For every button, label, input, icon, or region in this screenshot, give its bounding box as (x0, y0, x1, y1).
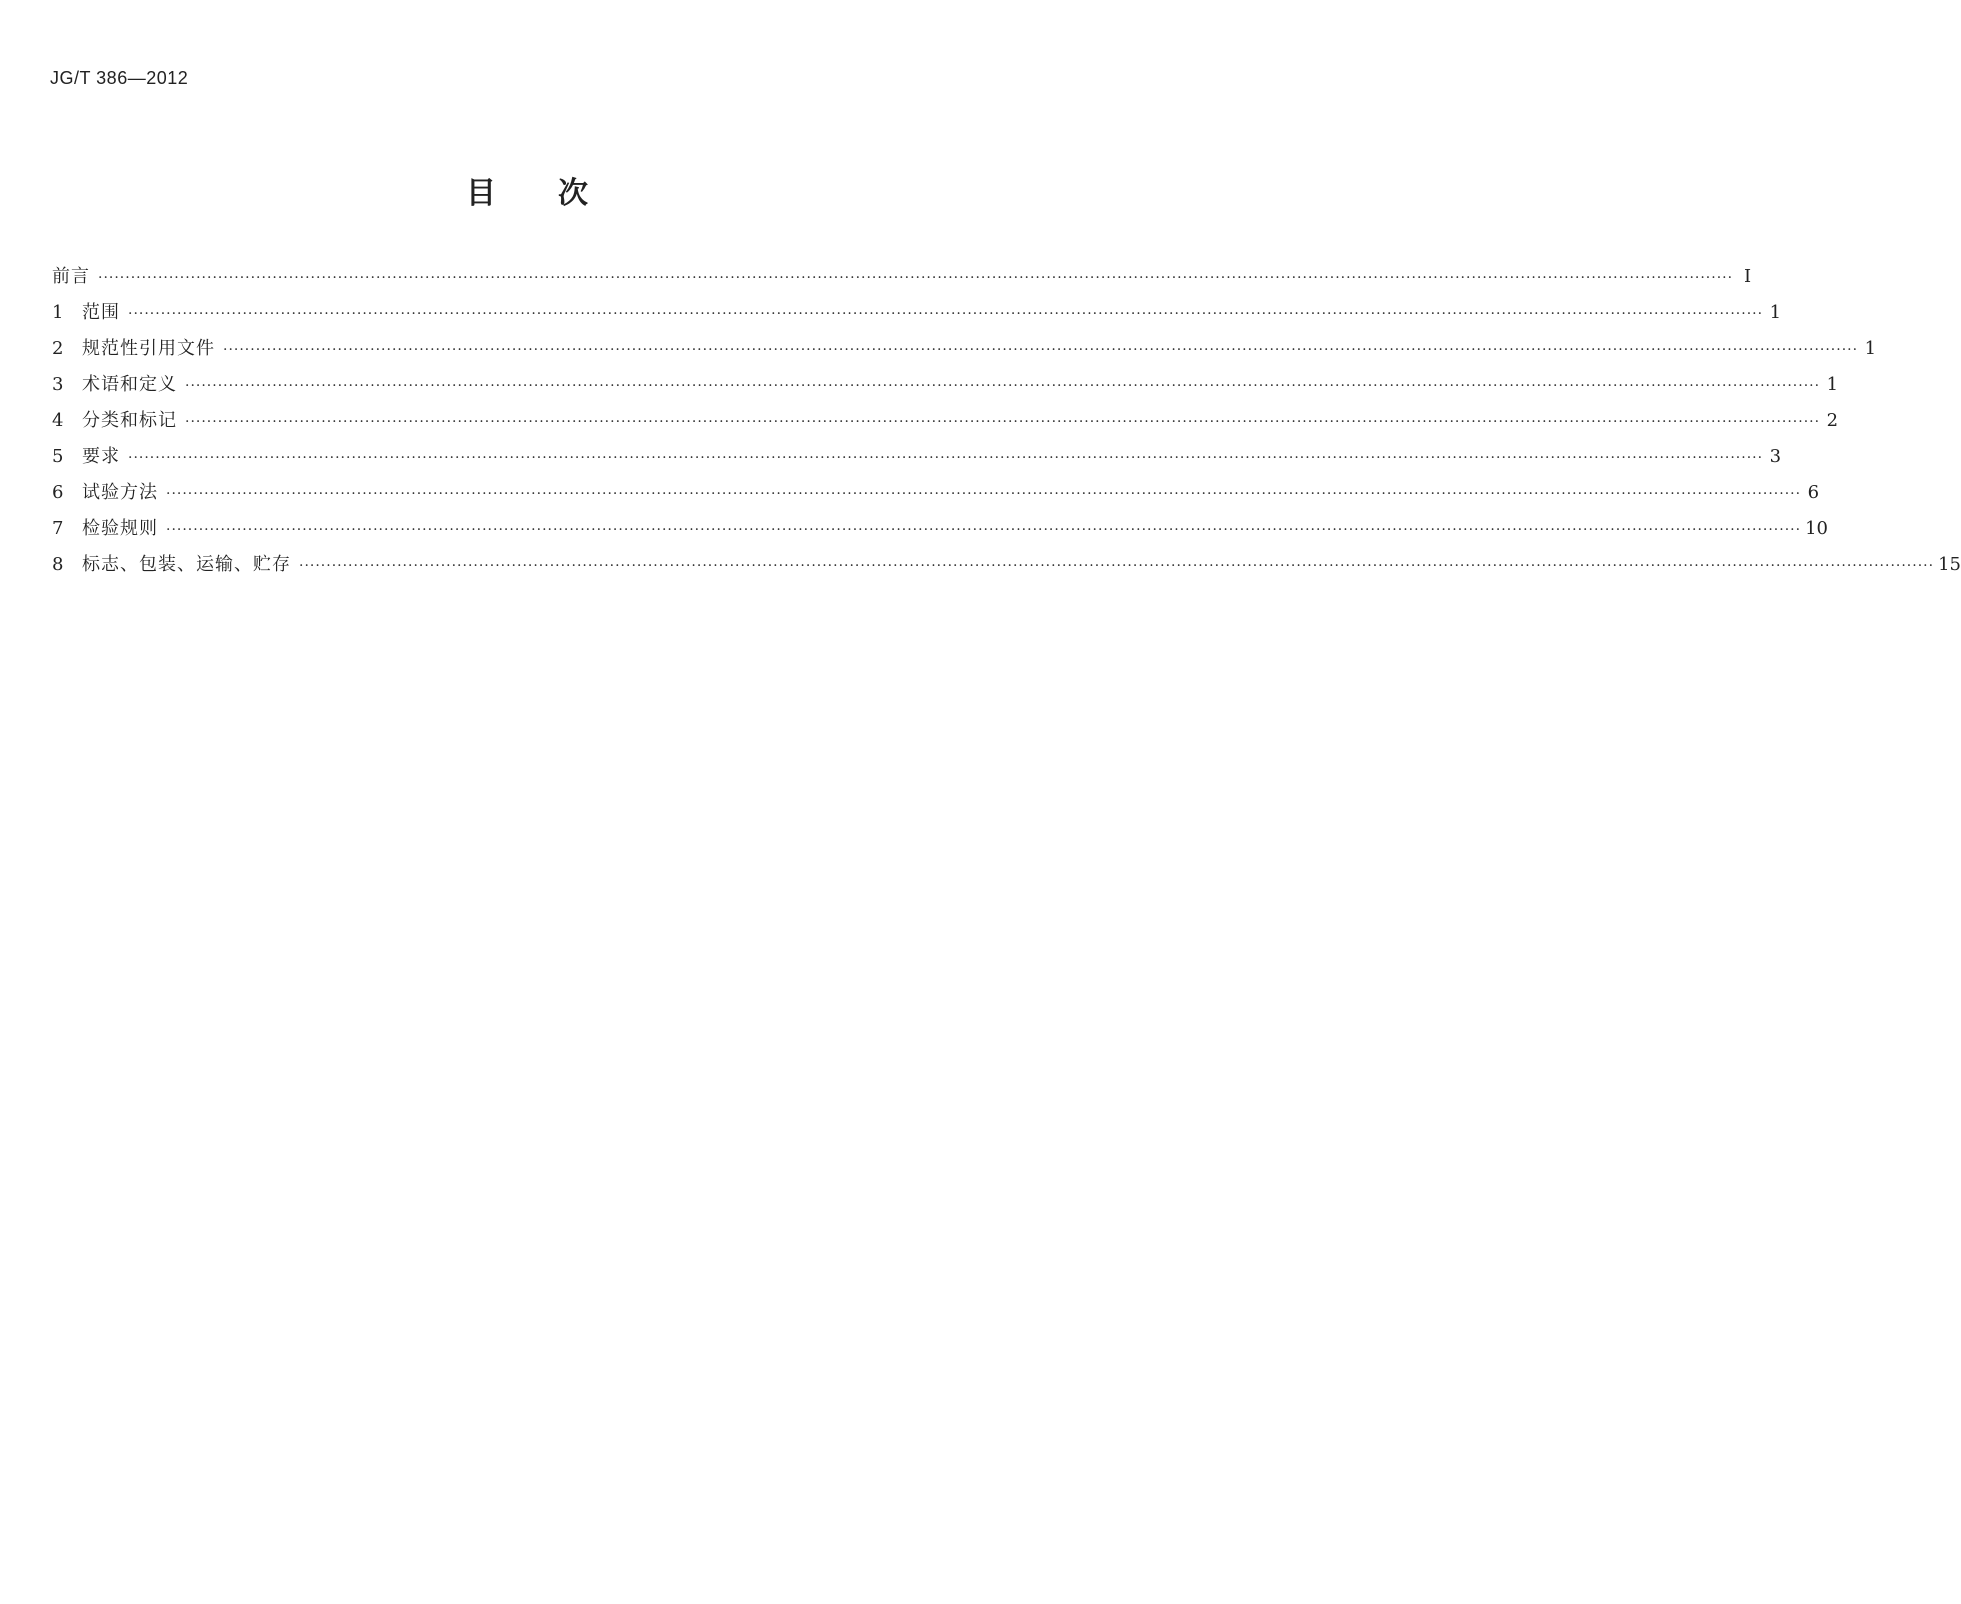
toc-entry-4[interactable] (52, 406, 1839, 442)
toc-title-char-1: 目 (466, 176, 496, 211)
toc-entry-number: 8 (52, 554, 64, 575)
toc-leader-dots: ············································································································································································································································································································ (299, 558, 1935, 574)
toc-leader-dots: ············································································································································································································································································································ (128, 306, 1764, 322)
toc-entry-label: 术语和定义 (82, 374, 177, 395)
toc-entry-5[interactable] (52, 442, 1782, 478)
toc-entry-page: 15 (1938, 554, 1961, 575)
toc-entry-label: 标志、包装、运输、贮存 (82, 554, 291, 575)
toc-entry-label: 前言 (52, 266, 90, 287)
toc-leader-dots: ············································································································································································································································································································ (98, 270, 1734, 286)
toc-entry-2[interactable] (52, 334, 1877, 370)
toc-entry-8[interactable] (52, 550, 1961, 586)
toc-entry-page: I (1743, 266, 1752, 287)
toc-leader-dots: ············································································································································································································································································································ (166, 522, 1802, 538)
toc-entry-number: 6 (52, 482, 64, 503)
toc-entry-number: 2 (52, 338, 64, 359)
toc-entry-page: 1 (1864, 338, 1877, 359)
toc-entry-3[interactable] (52, 370, 1839, 406)
toc-entry-page: 1 (1826, 374, 1839, 395)
toc-entry-7[interactable] (52, 514, 1828, 550)
toc-entry-foreword[interactable] (52, 262, 1752, 298)
toc-entry-label: 规范性引用文件 (82, 338, 215, 359)
toc-entry-number: 4 (52, 410, 64, 431)
toc-entry-6[interactable] (52, 478, 1820, 514)
toc-leader-dots: ············································································································································································································································································································ (185, 378, 1821, 394)
toc-title-char-2: 次 (558, 176, 588, 211)
toc-entry-label: 范围 (82, 302, 120, 323)
toc-leader-dots: ············································································································································································································································································································ (166, 486, 1802, 502)
toc-leader-dots: ············································································································································································································································································································ (223, 342, 1859, 358)
toc-title (0, 168, 1054, 212)
toc-entry-page: 1 (1769, 302, 1782, 323)
toc-entry-number: 7 (52, 518, 64, 539)
toc-entry-page: 3 (1769, 446, 1782, 467)
toc-entry-number: 3 (52, 374, 64, 395)
toc-entry-page: 6 (1807, 482, 1820, 503)
toc-entry-page: 10 (1805, 518, 1828, 539)
toc-entry-page: 2 (1826, 410, 1839, 431)
toc-entry-label: 试验方法 (82, 482, 158, 503)
toc-leader-dots: ············································································································································································································································································································ (128, 450, 1764, 466)
toc-leader-dots: ············································································································································································································································································································ (185, 414, 1821, 430)
toc-entry-number: 1 (52, 302, 64, 323)
toc-entry-label: 检验规则 (82, 518, 158, 539)
document-code: JG/T 386—2012 (50, 68, 189, 88)
toc-entry-number: 5 (52, 446, 64, 467)
toc-entry-label: 分类和标记 (82, 410, 177, 431)
toc-list (52, 262, 1961, 586)
toc-entry-label: 要求 (82, 446, 120, 467)
toc-entry-1[interactable] (52, 298, 1782, 334)
